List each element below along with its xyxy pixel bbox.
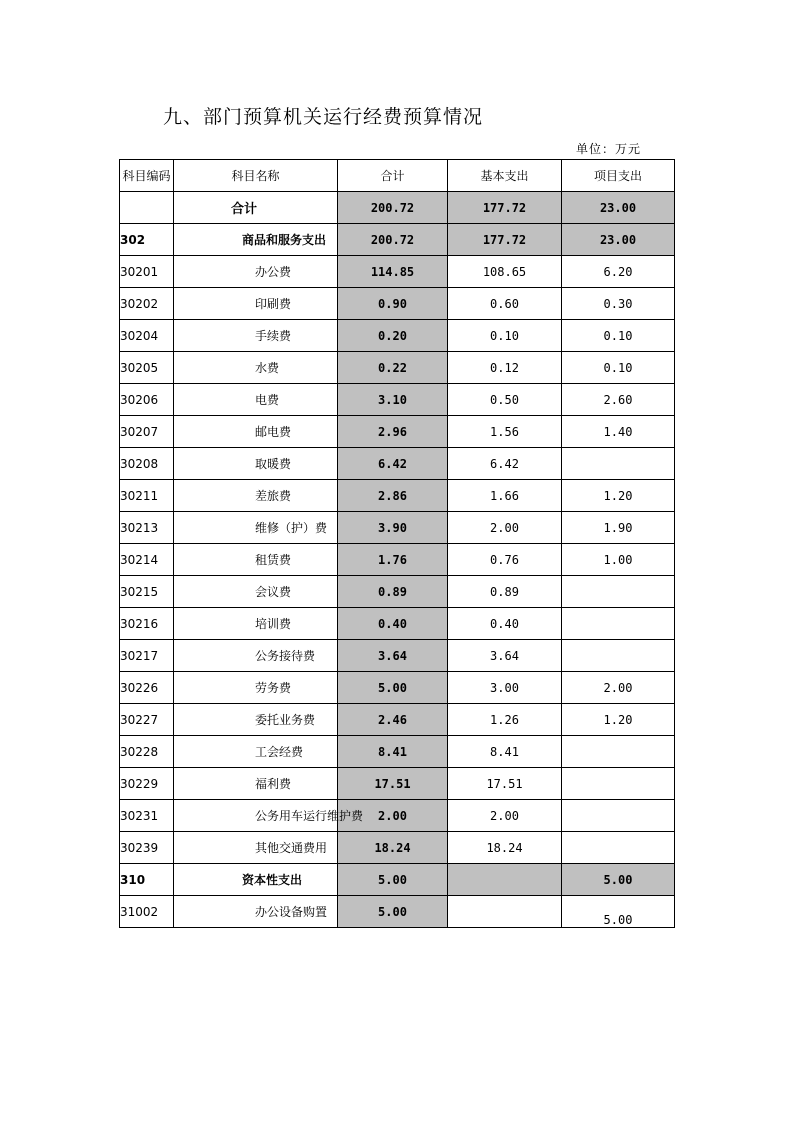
cell-name: 资本性支出 [174,864,338,896]
cell-project [562,800,675,832]
cell-basic [448,864,562,896]
table-row [120,832,675,864]
cell-project: 5.00 [562,864,675,896]
cell-code: 30226 [120,672,174,704]
cell-code: 30217 [120,640,174,672]
cell-basic: 3.00 [448,672,562,704]
cell-basic [448,896,562,928]
table-row [120,288,675,320]
cell-project [562,608,675,640]
cell-total: 2.46 [338,704,448,736]
cell-basic: 1.56 [448,416,562,448]
table-row [120,480,675,512]
cell-total: 2.86 [338,480,448,512]
cell-total: 2.96 [338,416,448,448]
cell-project: 0.10 [562,320,675,352]
cell-name: 印刷费 [174,288,338,320]
cell-basic: 0.89 [448,576,562,608]
cell-basic: 1.26 [448,704,562,736]
cell-project: 1.20 [562,704,675,736]
cell-project: 0.10 [562,352,675,384]
cell-name: 委托业务费 [174,704,338,736]
cell-name: 公务接待费 [174,640,338,672]
cell-basic: 0.50 [448,384,562,416]
cell-code: 30228 [120,736,174,768]
table-body [120,192,675,928]
cell-code: 30204 [120,320,174,352]
cell-name: 手续费 [174,320,338,352]
cell-basic: 17.51 [448,768,562,800]
cell-basic: 0.12 [448,352,562,384]
cell-total: 17.51 [338,768,448,800]
cell-name: 维修（护）费 [174,512,338,544]
cell-code: 30211 [120,480,174,512]
header-basic: 基本支出 [448,160,562,192]
budget-table [119,159,675,928]
table-row [120,192,675,224]
cell-name: 办公设备购置 [174,896,338,928]
cell-project: 23.00 [562,224,675,256]
cell-project: 2.00 [562,672,675,704]
cell-basic: 0.60 [448,288,562,320]
cell-name: 会议费 [174,576,338,608]
table-row [120,256,675,288]
table-row [120,736,675,768]
cell-basic: 2.00 [448,512,562,544]
cell-code: 302 [120,224,174,256]
table-row [120,352,675,384]
table-row [120,576,675,608]
table-row [120,448,675,480]
cell-code: 30227 [120,704,174,736]
cell-code: 30229 [120,768,174,800]
cell-project: 5.00 [562,896,675,928]
table-row [120,672,675,704]
cell-code: 30201 [120,256,174,288]
cell-total: 0.20 [338,320,448,352]
cell-basic: 8.41 [448,736,562,768]
cell-project [562,576,675,608]
cell-name: 公务用车运行维护费 [174,800,338,832]
cell-total: 3.10 [338,384,448,416]
cell-total: 2.00 [338,800,448,832]
cell-name: 租赁费 [174,544,338,576]
cell-basic: 6.42 [448,448,562,480]
table-row [120,704,675,736]
cell-basic: 3.64 [448,640,562,672]
table-header-row [120,160,675,192]
cell-total: 0.22 [338,352,448,384]
cell-code: 30239 [120,832,174,864]
cell-project [562,768,675,800]
cell-name: 其他交通费用 [174,832,338,864]
cell-code: 310 [120,864,174,896]
cell-basic: 0.10 [448,320,562,352]
cell-total: 6.42 [338,448,448,480]
cell-project: 1.20 [562,480,675,512]
header-name: 科目名称 [174,160,338,192]
cell-name: 邮电费 [174,416,338,448]
cell-name: 水费 [174,352,338,384]
cell-name: 福利费 [174,768,338,800]
cell-code: 30207 [120,416,174,448]
cell-name: 取暖费 [174,448,338,480]
cell-code: 30215 [120,576,174,608]
cell-code: 30214 [120,544,174,576]
cell-total: 114.85 [338,256,448,288]
cell-code: 30202 [120,288,174,320]
cell-basic: 0.40 [448,608,562,640]
cell-project: 1.90 [562,512,675,544]
cell-code: 30206 [120,384,174,416]
cell-code [120,192,174,224]
table-row [120,384,675,416]
cell-basic: 2.00 [448,800,562,832]
cell-code: 30231 [120,800,174,832]
cell-name: 办公费 [174,256,338,288]
cell-code: 30205 [120,352,174,384]
cell-basic: 108.65 [448,256,562,288]
table-row [120,800,675,832]
cell-total: 5.00 [338,672,448,704]
cell-name: 劳务费 [174,672,338,704]
cell-total: 8.41 [338,736,448,768]
table-row [120,416,675,448]
cell-name: 电费 [174,384,338,416]
cell-code: 31002 [120,896,174,928]
cell-basic: 0.76 [448,544,562,576]
cell-project: 23.00 [562,192,675,224]
cell-total: 3.90 [338,512,448,544]
cell-basic: 1.66 [448,480,562,512]
cell-name: 商品和服务支出 [174,224,338,256]
table-row [120,320,675,352]
cell-basic: 177.72 [448,192,562,224]
cell-total: 0.40 [338,608,448,640]
table-row [120,896,675,928]
unit-label: 单位：万元 [576,142,642,156]
cell-total: 1.76 [338,544,448,576]
cell-name: 工会经费 [174,736,338,768]
cell-project [562,640,675,672]
cell-total: 0.90 [338,288,448,320]
cell-project [562,448,675,480]
table-row [120,544,675,576]
table-row [120,512,675,544]
cell-name: 差旅费 [174,480,338,512]
table-row [120,640,675,672]
table-row [120,864,675,896]
table-row [120,224,675,256]
cell-basic: 177.72 [448,224,562,256]
cell-total: 5.00 [338,864,448,896]
cell-total: 5.00 [338,896,448,928]
cell-name: 合计 [174,192,338,224]
cell-total: 200.72 [338,224,448,256]
cell-total: 0.89 [338,576,448,608]
cell-code: 30216 [120,608,174,640]
cell-code: 30208 [120,448,174,480]
cell-project: 0.30 [562,288,675,320]
cell-project: 2.60 [562,384,675,416]
header-project: 项目支出 [562,160,675,192]
table-row [120,768,675,800]
page-title: 九、部门预算机关运行经费预算情况 [163,106,484,128]
cell-name: 培训费 [174,608,338,640]
cell-project: 1.40 [562,416,675,448]
cell-project [562,736,675,768]
cell-code: 30213 [120,512,174,544]
cell-project: 6.20 [562,256,675,288]
header-code: 科目编码 [120,160,174,192]
cell-basic: 18.24 [448,832,562,864]
table-row [120,608,675,640]
cell-project: 1.00 [562,544,675,576]
cell-project [562,832,675,864]
cell-total: 3.64 [338,640,448,672]
header-total: 合计 [338,160,448,192]
cell-total: 18.24 [338,832,448,864]
cell-total: 200.72 [338,192,448,224]
